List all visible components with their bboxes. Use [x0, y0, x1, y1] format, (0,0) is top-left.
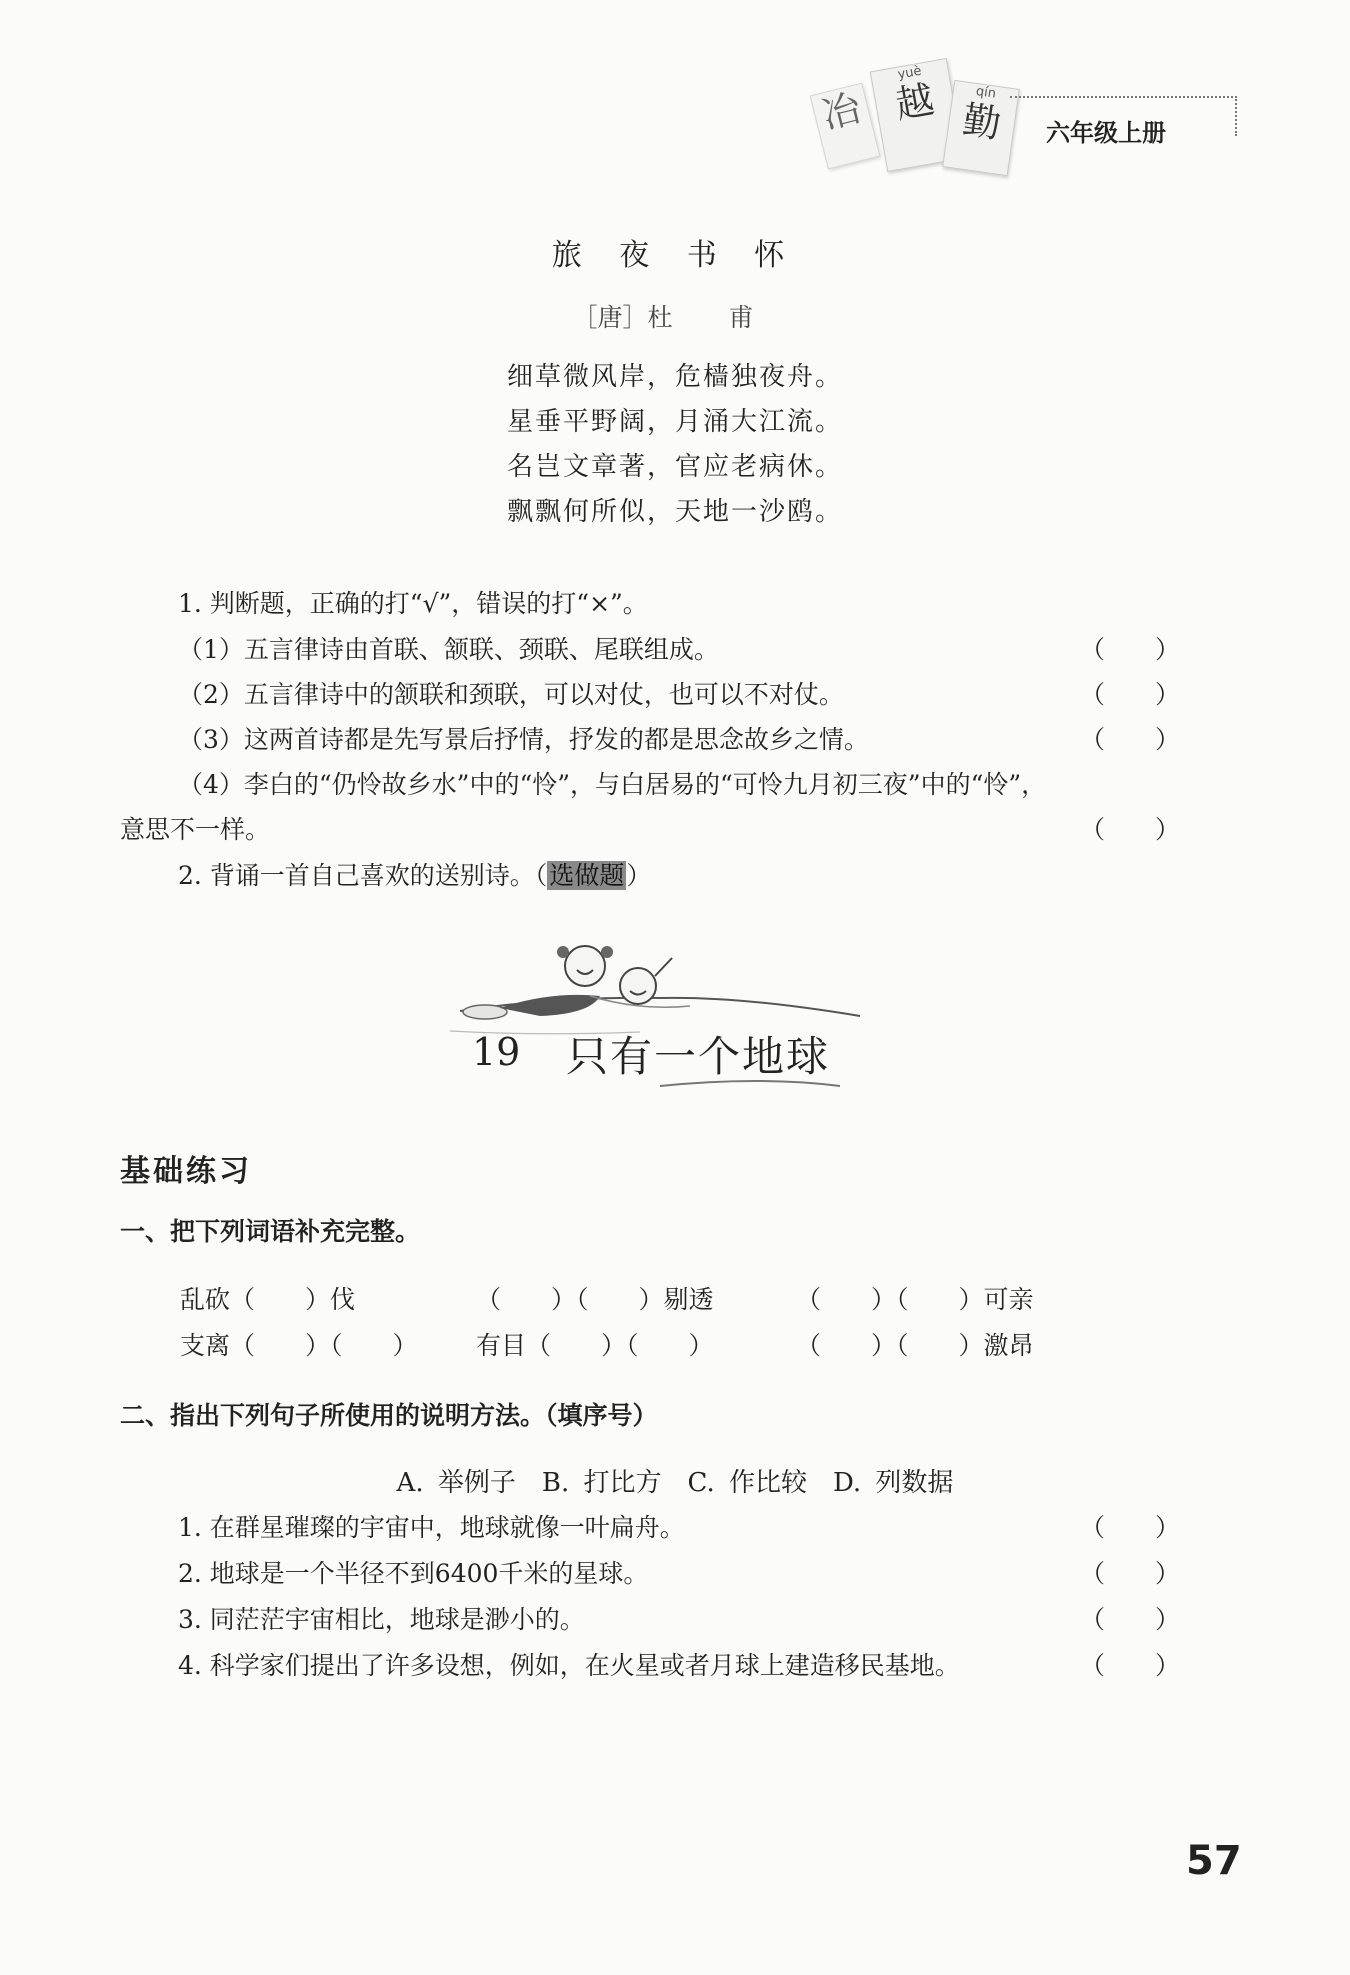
logo-tile: 冶 [810, 83, 881, 170]
poem-author-name: 杜 甫 [647, 303, 778, 332]
fill-in-word[interactable]: （ ）（ ）剔透 [476, 1285, 714, 1314]
poem-line: 细草微风岸，危樯独夜舟。 [506, 362, 843, 392]
exercise-item: （1）五言律诗由首联、颔联、颈联、尾联组成。 [178, 635, 719, 664]
sentence-item: 3. 同茫茫宇宙相比，地球是渺小的。 [178, 1605, 585, 1634]
fill-in-word[interactable]: 支离（ ）（ ） [180, 1331, 418, 1360]
logo-tile: yuè 越 [870, 58, 965, 172]
poem-line: 飘飘何所似，天地一沙鸥。 [506, 497, 843, 527]
answer-blank[interactable]: （ ） [1080, 1605, 1181, 1634]
poem-line: 名岂文章著，官应老病休。 [506, 452, 843, 482]
section-heading: 基础练习 [120, 1154, 252, 1189]
answer-blank[interactable]: （ ） [1080, 1513, 1181, 1542]
sentence-item: 4. 科学家们提出了许多设想，例如，在火星或者月球上建造移民基地。 [178, 1651, 960, 1680]
answer-blank[interactable]: （ ） [1080, 815, 1181, 844]
answer-blank[interactable]: （ ） [1080, 635, 1181, 664]
series-logo [818, 58, 1018, 188]
poem-dynasty: ［唐］ [572, 303, 648, 332]
poem-title: 旅 夜 书 怀 [551, 238, 799, 273]
fill-in-word[interactable]: （ ）（ ）可亲 [796, 1285, 1034, 1314]
optional-tag: 选做题 [549, 861, 625, 890]
lesson-title: 只有一个地球 [566, 1032, 831, 1081]
task-heading: 一、把下列词语补充完整。 [120, 1217, 421, 1246]
poem-author [0, 298, 1350, 334]
fill-in-word[interactable]: 有目（ ）（ ） [476, 1331, 714, 1360]
exercise-item: （4）李白的“仍怜故乡水”中的“怜”，与白居易的“可怜九月初三夜”中的“怜”， [178, 770, 1047, 799]
lesson-number: 19 [472, 1030, 521, 1074]
fill-in-word[interactable]: 乱砍（ ）伐 [180, 1285, 356, 1314]
option-list: A. 举例子 B. 打比方 C. 作比较 D. 列数据 [396, 1468, 954, 1498]
answer-blank[interactable]: （ ） [1080, 1559, 1181, 1588]
task-heading: 二、指出下列句子所使用的说明方法。（填序号） [120, 1401, 658, 1430]
exercise-item: （2）五言律诗中的颔联和颈联，可以对仗，也可以不对仗。 [178, 680, 844, 709]
sentence-item: 1. 在群星璀璨的宇宙中，地球就像一叶扁舟。 [178, 1513, 685, 1542]
exercise-item-continued: 意思不一样。 [120, 815, 271, 844]
exercise-item: （3）这两首诗都是先写景后抒情，抒发的都是思念故乡之情。 [178, 725, 869, 754]
page-number: 57 [1186, 1838, 1242, 1884]
logo-tile: qín 勤 [942, 80, 1020, 176]
answer-blank[interactable]: （ ） [1080, 680, 1181, 709]
answer-blank[interactable]: （ ） [1080, 1651, 1181, 1680]
exercise-heading: 1. 判断题，正确的打“√”，错误的打“×”。 [178, 589, 648, 618]
answer-blank[interactable]: （ ） [1080, 725, 1181, 754]
poem-line: 星垂平野阔，月涌大江流。 [506, 407, 843, 437]
exercise-task-2: 2. 背诵一首自己喜欢的送别诗。（选做题） [178, 861, 652, 890]
grade-label: 六年级上册 [1046, 119, 1166, 147]
sentence-item: 2. 地球是一个半径不到6400千米的星球。 [178, 1559, 649, 1588]
fill-in-word[interactable]: （ ）（ ）激昂 [796, 1331, 1034, 1360]
